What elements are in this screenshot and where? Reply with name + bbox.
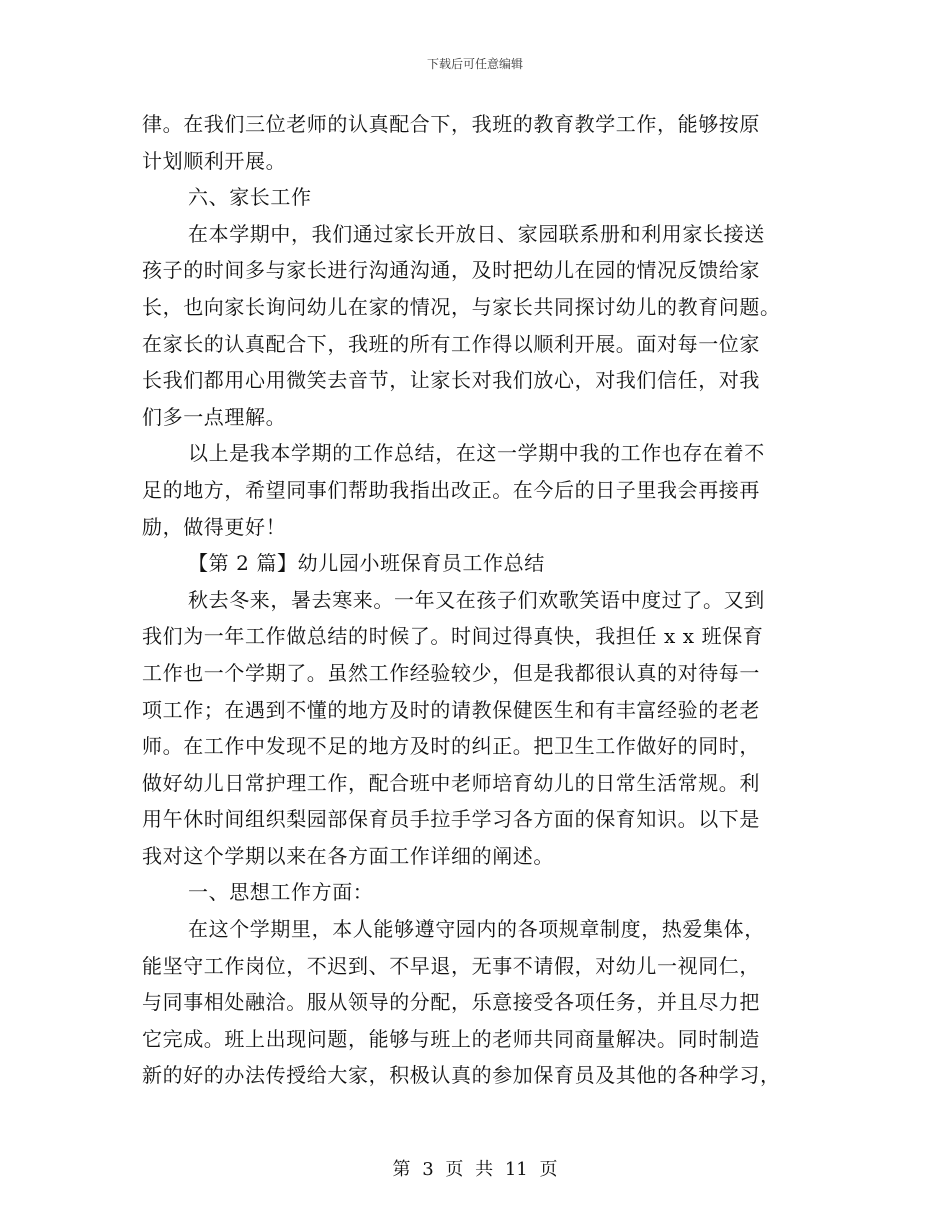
text-line: 在家长的认真配合下，我班的所有工作得以顺利开展。面对每一位家 — [142, 331, 760, 356]
text-line: 长，也向家长询问幼儿在家的情况，与家长共同探讨幼儿的教育问题。 — [142, 294, 781, 319]
text-line: 们多一点理解。 — [142, 404, 287, 429]
text-line: 秋去冬来，暑去寒来。一年又在孩子们欢歌笑语中度过了。又到 — [188, 587, 765, 612]
text-line: 在本学期中，我们通过家长开放日、家园联系册和利用家长接送 — [188, 221, 765, 246]
text-line: 用午休时间组织梨园部保育员手拉手学习各方面的保育知识。以下是 — [142, 807, 760, 832]
text-line: 以上是我本学期的工作总结，在这一学期中我的工作也存在着不 — [188, 441, 765, 466]
text-line: 做好幼儿日常护理工作，配合班中老师培育幼儿的日常生活常规。利 — [142, 770, 760, 795]
text-line: 与同事相处融洽。服从领导的分配，乐意接受各项任务，并且尽力把 — [142, 990, 760, 1015]
text-line: 新的好的办法传授给大家，积极认真的参加保育员及其他的各种学习， — [142, 1063, 781, 1088]
text-line: 计划顺利开展。 — [142, 148, 287, 173]
text-line: 师。在工作中发现不足的地方及时的纠正。把卫生工作做好的同时， — [142, 734, 760, 759]
text-line: 励，做得更好！ — [142, 514, 287, 539]
page-header: 下载后可任意编辑 — [426, 57, 523, 71]
text-line: 律。在我们三位老师的认真配合下，我班的教育教学工作，能够按原 — [142, 112, 760, 136]
document-body — [142, 106, 812, 1094]
text-line: 长我们都用心用微笑去音节，让家长对我们放心，对我们信任，对我 — [142, 368, 760, 393]
text-line: 能坚守工作岗位，不迟到、不早退，无事不请假，对幼儿一视同仁， — [142, 953, 760, 978]
text-line: 孩子的时间多与家长进行沟通沟通，及时把幼儿在园的情况反馈给家 — [142, 258, 760, 283]
text-line: 足的地方，希望同事们帮助我指出改正。在今后的日子里我会再接再 — [142, 477, 760, 502]
text-line: 我们为一年工作做总结的时候了。时间过得真快，我担任 x x 班保育 — [142, 624, 764, 649]
text-line: 一、思想工作方面： — [188, 880, 374, 905]
text-line: 项工作；在遇到不懂的地方及时的请教保健医生和有丰富经验的老老 — [142, 697, 760, 722]
text-line: 在这个学期里，本人能够遵守园内的各项规章制度，热爱集体， — [188, 917, 765, 942]
text-line: 六、家长工作 — [188, 185, 312, 210]
page-number-footer: 第 3 页 共 11 页 — [392, 1159, 558, 1180]
text-line: 我对这个学期以来在各方面工作详细的阐述。 — [142, 843, 554, 868]
text-line: 【第 2 篇】幼儿园小班保育员工作总结 — [188, 551, 545, 576]
text-line: 工作也一个学期了。虽然工作经验较少，但是我都很认真的对待每一 — [142, 660, 760, 685]
text-line: 它完成。班上出现问题，能够与班上的老师共同商量解决。同时制造 — [142, 1026, 760, 1051]
